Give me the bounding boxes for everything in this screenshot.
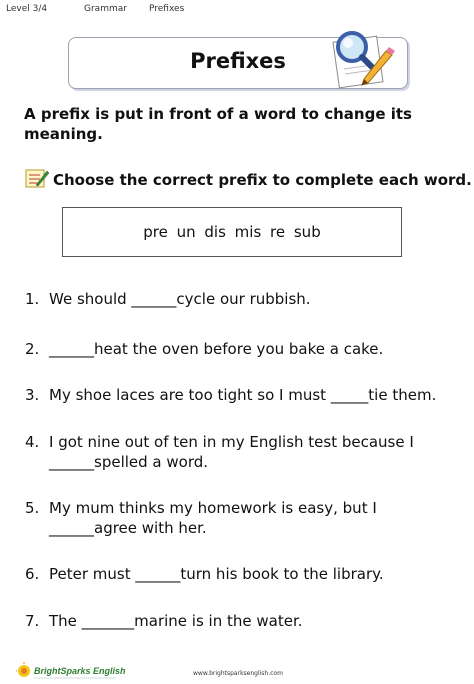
magnifier-pencil-icon: [322, 25, 398, 91]
word-bank: pre un dis mis re sub: [143, 223, 321, 241]
subtopic-label: Prefixes: [149, 4, 185, 14]
notepad-pencil-icon: [24, 167, 50, 189]
topic-label: Grammar: [84, 4, 127, 14]
question-text: The _______marine is in the water.: [49, 612, 303, 630]
question-text-line2: ______spelled a word.: [49, 453, 209, 471]
question-text-line2: ______agree with her.: [49, 519, 207, 537]
question-text: ______heat the oven before you bake a cake.: [49, 340, 384, 358]
question-text: I got nine out of ten in my English test because I: [49, 433, 414, 451]
question-text: My mum thinks my homework is easy, but I: [49, 499, 377, 517]
question-text: We should ______cycle our rubbish.: [49, 290, 311, 308]
question-number: 3.: [25, 386, 40, 404]
footer-url: www.brightsparksenglish.com: [193, 670, 283, 677]
instruction-text: Choose the correct prefix to complete each word.: [53, 171, 472, 189]
question-number: 2.: [25, 340, 40, 358]
question-text: Peter must ______turn his book to the library.: [49, 565, 384, 583]
word-bank-box: [62, 207, 402, 257]
question-text: My shoe laces are too tight so I must _____tie them.: [49, 386, 437, 404]
page-header: [0, 4, 474, 18]
intro-text: A prefix is put in front of a word to change its meaning.: [24, 105, 412, 143]
level-label: Level 3/4: [6, 4, 48, 14]
brightsparks-logo: [16, 662, 156, 682]
question-number: 6.: [25, 565, 40, 583]
question-number: 5.: [25, 499, 40, 517]
question-number: 4.: [25, 433, 40, 451]
page-title: Prefixes: [190, 49, 286, 73]
logo-text: BrightSparks English: [34, 666, 126, 676]
question-number: 7.: [25, 612, 40, 630]
question-number: 1.: [25, 290, 40, 308]
